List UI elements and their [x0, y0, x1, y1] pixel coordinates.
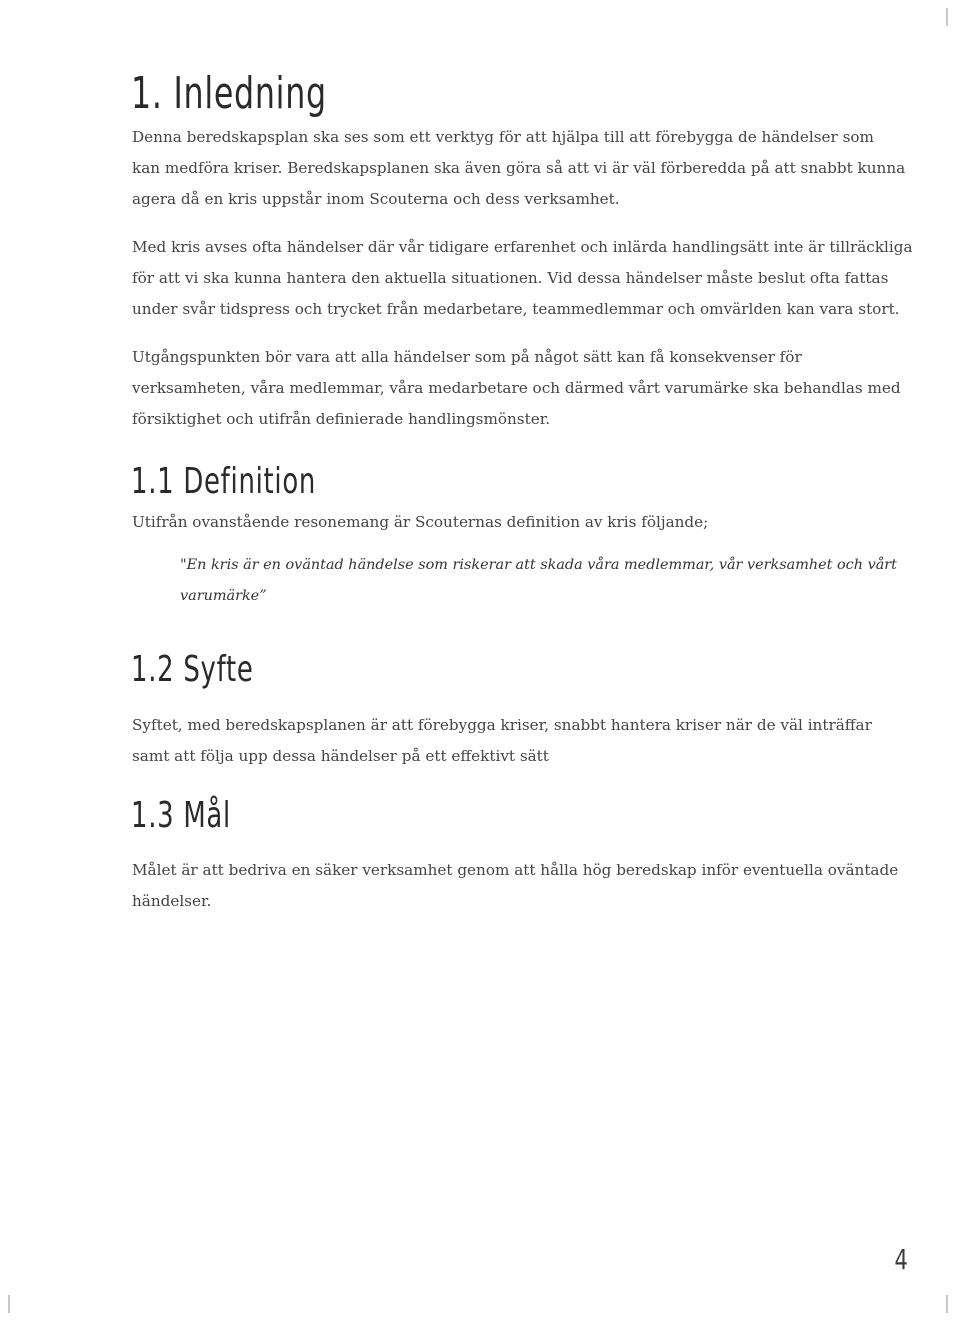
paragraph-utgangspunkt	[132, 342, 901, 435]
text-line: händelser.	[132, 892, 212, 910]
text-line: verksamheten, våra medlemmar, våra medarbetare och därmed vårt varumärke ska behandlas med	[132, 379, 901, 397]
heading-definition: 1.1 Definition	[131, 461, 317, 502]
text-line: Utgångspunkten bör vara att alla händelser som på något sätt kan få konsekvenser för	[132, 348, 802, 366]
text-line: Denna beredskapsplan ska ses som ett verktyg för att hjälpa till att förebygga de händelser som	[132, 128, 874, 146]
paragraph-intro	[132, 122, 905, 215]
heading-inledning: 1. Inledning	[131, 68, 327, 119]
text-line: Syftet, med beredskapsplanen är att förebygga kriser, snabbt hantera kriser när de väl inträffar	[132, 716, 872, 734]
crop-mark-bottom-right	[946, 1295, 948, 1313]
definition-quote	[180, 550, 897, 612]
text-line: försiktighet och utifrån definierade handlingsmönster.	[132, 410, 551, 428]
text-line: för att vi ska kunna hantera den aktuella situationen. Vid dessa händelser måste beslut ofta fattas	[132, 269, 889, 287]
text-line: under svår tidspress och trycket från medarbetare, teammedlemmar och omvärlden kan vara stort.	[132, 300, 900, 318]
heading-mal: 1.3 Mål	[131, 795, 231, 836]
quote-line: varumärke”	[180, 588, 267, 604]
crop-mark-bottom-left	[8, 1295, 10, 1313]
text-line: Med kris avses ofta händelser där vår tidigare erfarenhet och inlärda handlingsätt inte är tillräckliga	[132, 238, 913, 256]
text-line: Utifrån ovanstående resonemang är Scouternas definition av kris följande;	[132, 513, 709, 531]
crop-mark-top-right	[946, 8, 948, 26]
quote-line: "En kris är en oväntad händelse som riskerar att skada våra medlemmar, vår verksamhet och vårt	[180, 557, 897, 573]
paragraph-definition-intro	[132, 507, 708, 538]
text-line: Målet är att bedriva en säker verksamhet genom att hålla hög beredskap inför eventuella oväntade	[132, 861, 899, 879]
heading-syfte: 1.2 Syfte	[131, 649, 254, 690]
text-line: samt att följa upp dessa händelser på ett effektivt sätt	[132, 747, 549, 765]
paragraph-syfte	[132, 710, 872, 772]
text-line: agera då en kris uppstår inom Scouterna och dess verksamhet.	[132, 190, 620, 208]
paragraph-kris	[132, 232, 913, 325]
paragraph-mal	[132, 855, 898, 917]
page-number: 4	[894, 1243, 908, 1276]
text-line: kan medföra kriser. Beredskapsplanen ska även göra så att vi är väl förberedda på att snabbt kunna	[132, 159, 906, 177]
